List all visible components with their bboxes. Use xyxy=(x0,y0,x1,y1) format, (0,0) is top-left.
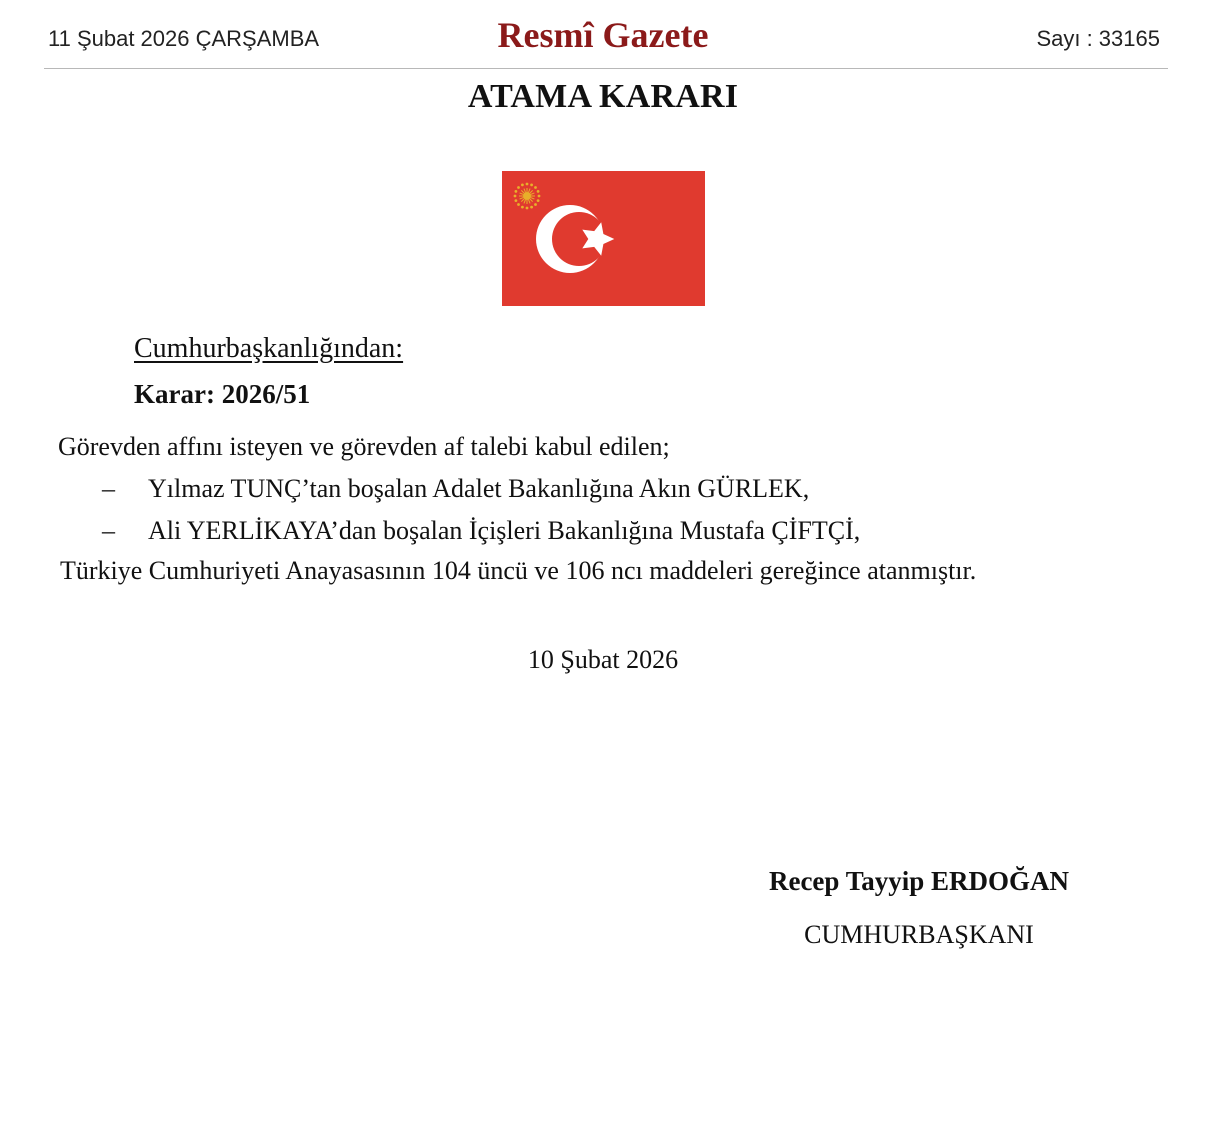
issuer: Cumhurbaşkanlığından: xyxy=(134,333,404,364)
signatory-title: CUMHURBAŞKANI xyxy=(804,920,1034,949)
decision-date: 10 Şubat 2026 xyxy=(527,645,679,674)
list-item-text: Yılmaz TUNÇ’tan boşalan Adalet Bakanlığına Akın GÜRLEK, xyxy=(148,474,810,503)
list-item xyxy=(102,516,860,546)
document-title: ATAMA KARARI xyxy=(467,78,739,115)
list-dash: – xyxy=(102,474,115,503)
list-item-text: Ali YERLİKAYA’dan boşalan İçişleri Bakanlığına Mustafa ÇİFTÇİ, xyxy=(148,516,861,545)
turkish-flag-icon xyxy=(502,171,705,306)
list-dash: – xyxy=(102,516,115,545)
masthead: Resmî Gazete xyxy=(497,15,709,55)
header-issue: Sayı : 33165 xyxy=(1036,26,1160,51)
header-divider xyxy=(44,68,1168,69)
list-item xyxy=(102,474,809,504)
intro-text: Görevden affını isteyen ve görevden af talebi kabul edilen; xyxy=(58,432,670,461)
closing-text: Türkiye Cumhuriyeti Anayasasının 104 üncü ve 106 ncı maddeleri gereğince atanmıştır. xyxy=(60,556,977,585)
signatory-name: Recep Tayyip ERDOĞAN xyxy=(768,866,1070,896)
header-date: 11 Şubat 2026 ÇARŞAMBA xyxy=(48,26,320,51)
decision-number: Karar: 2026/51 xyxy=(134,379,311,409)
